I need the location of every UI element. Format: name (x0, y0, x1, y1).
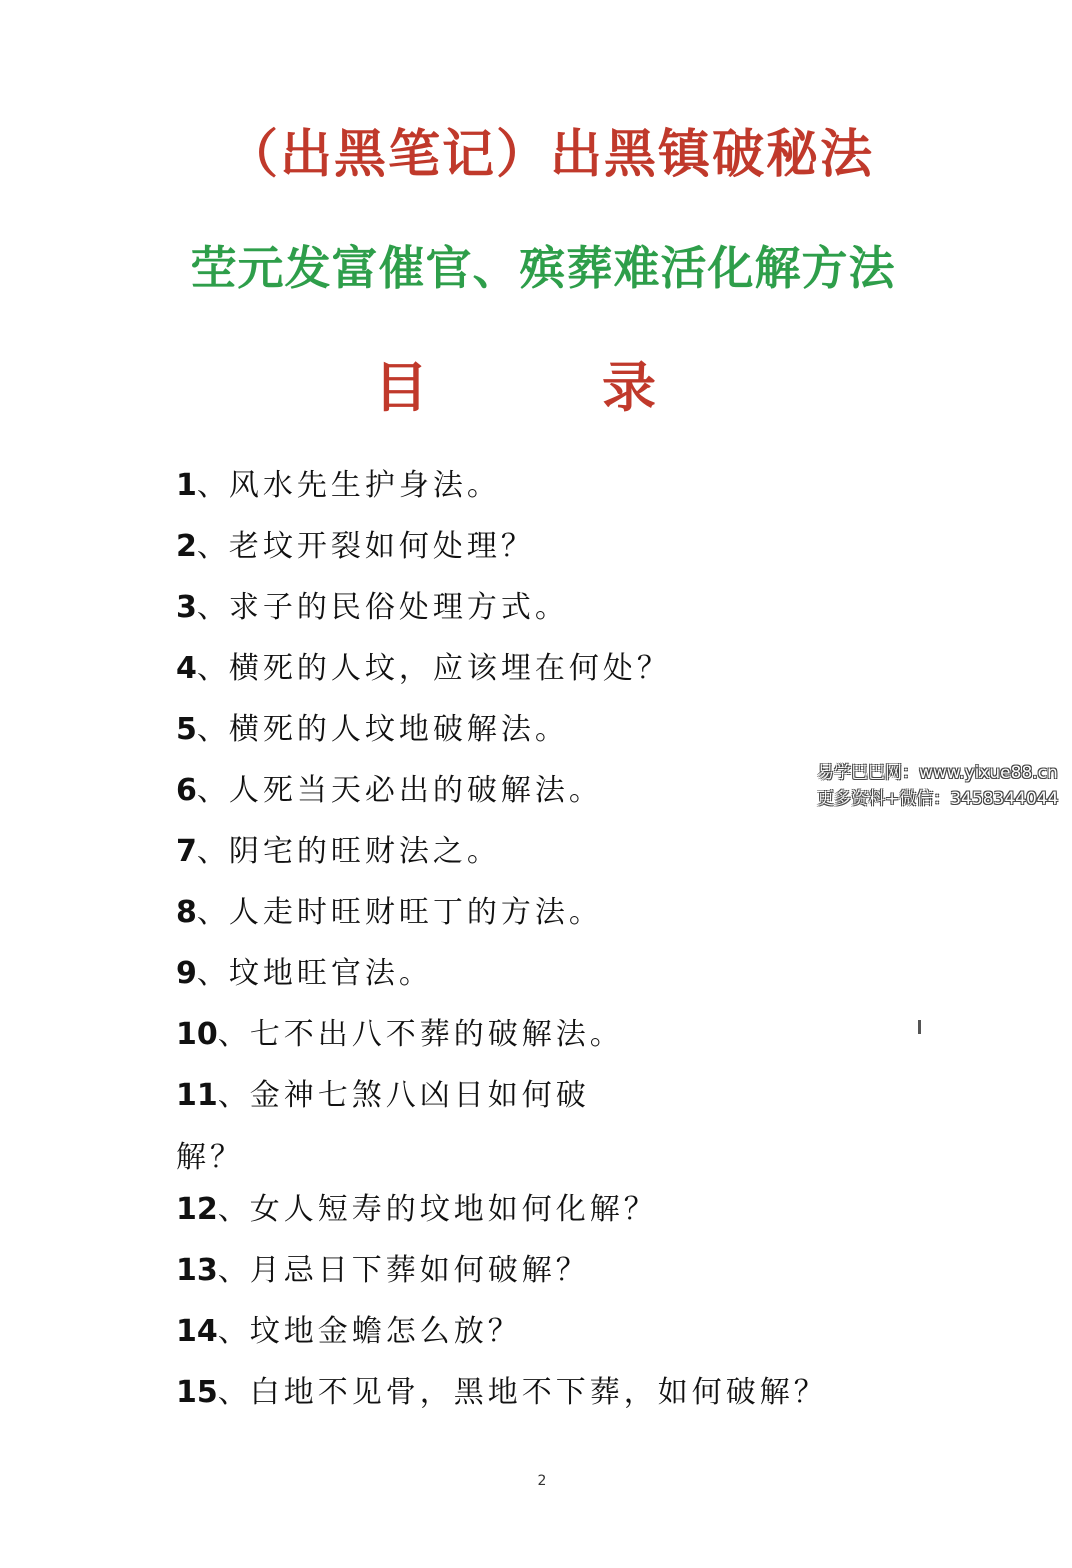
toc-item-text: 横死的人坟，应该埋在何处？ (228, 651, 671, 686)
toc-item-separator: 、 (196, 529, 229, 564)
table-of-contents (176, 462, 876, 1430)
toc-item-text: 阴宅的旺财法之。 (228, 834, 501, 869)
toc-item-text: 老坟开裂如何处理？ (228, 529, 535, 564)
document-title: （出黑笔记）出黑镇破秘法 (225, 125, 874, 185)
toc-item-separator: 、 (217, 1078, 250, 1113)
toc-item-text: 人走时旺财旺丁的方法。 (228, 895, 603, 930)
toc-item-number: 7 (176, 834, 197, 869)
toc-item-text: 白地不见骨，黑地不下葬，如何破解？ (249, 1375, 828, 1410)
toc-item-number: 12 (176, 1192, 218, 1227)
toc-item-separator: 、 (196, 773, 229, 808)
toc-item-3 (176, 584, 876, 645)
toc-item-number: 6 (176, 773, 197, 808)
toc-item-separator: 、 (217, 1192, 250, 1227)
toc-item-number: 8 (176, 895, 197, 930)
toc-item-text: 求子的民俗处理方式。 (228, 590, 569, 625)
toc-item-text: 人死当天必出的破解法。 (228, 773, 603, 808)
toc-item-number: 3 (176, 590, 197, 625)
toc-item-number: 9 (176, 956, 197, 991)
toc-item-number: 15 (176, 1375, 218, 1410)
toc-item-separator: 、 (196, 468, 229, 503)
toc-item-text: 风水先生护身法。 (228, 468, 501, 503)
page-number: 2 (537, 1473, 547, 1489)
toc-item-12 (176, 1186, 876, 1247)
document-subtitle: 茔元发富催官、殡葬难活化解方法 (190, 241, 896, 295)
watermark-line-website: 易学巴巴网：www.yixue88.cn (817, 763, 1058, 783)
toc-item-text: 七不出八不葬的破解法。 (249, 1017, 624, 1052)
toc-item-number: 10 (176, 1017, 218, 1052)
toc-item-separator: 、 (217, 1375, 250, 1410)
watermark-line-contact: 更多资料+微信：3458344044 (817, 789, 1059, 809)
toc-item-11 (176, 1065, 646, 1189)
toc-item-text: 横死的人坟地破解法。 (228, 712, 569, 747)
toc-item-5 (176, 706, 876, 767)
toc-item-text: 坟地金蟾怎么放？ (249, 1314, 522, 1349)
toc-item-number: 5 (176, 712, 197, 747)
toc-item-number: 11 (176, 1078, 218, 1113)
toc-item-4 (176, 645, 876, 706)
toc-heading: 目 录 (374, 356, 716, 419)
toc-item-8 (176, 889, 876, 950)
toc-item-separator: 、 (196, 895, 229, 930)
toc-item-13 (176, 1247, 876, 1308)
toc-item-10 (176, 1011, 876, 1072)
toc-item-text: 坟地旺官法。 (228, 956, 433, 991)
toc-item-7 (176, 828, 876, 889)
toc-item-separator: 、 (217, 1253, 250, 1288)
toc-item-number: 13 (176, 1253, 218, 1288)
toc-item-15 (176, 1369, 876, 1430)
toc-item-number: 4 (176, 651, 197, 686)
watermark (817, 760, 1067, 812)
toc-item-9 (176, 950, 876, 1011)
toc-item-number: 14 (176, 1314, 218, 1349)
toc-item-separator: 、 (217, 1017, 250, 1052)
toc-item-number: 1 (176, 468, 197, 503)
toc-item-separator: 、 (196, 834, 229, 869)
scan-artifact-mark (918, 1020, 921, 1034)
toc-item-1 (176, 462, 876, 523)
toc-item-text: 女人短寿的坟地如何化解？ (249, 1192, 658, 1227)
toc-item-separator: 、 (196, 956, 229, 991)
toc-item-text: 金神七煞八凶日如何破解？ (176, 1078, 590, 1175)
toc-item-text: 月忌日下葬如何破解？ (249, 1253, 590, 1288)
toc-item-number: 2 (176, 529, 197, 564)
toc-item-6 (176, 767, 876, 828)
toc-item-separator: 、 (196, 651, 229, 686)
toc-item-14 (176, 1308, 876, 1369)
toc-item-separator: 、 (217, 1314, 250, 1349)
toc-item-2 (176, 523, 876, 584)
toc-item-separator: 、 (196, 712, 229, 747)
toc-item-separator: 、 (196, 590, 229, 625)
